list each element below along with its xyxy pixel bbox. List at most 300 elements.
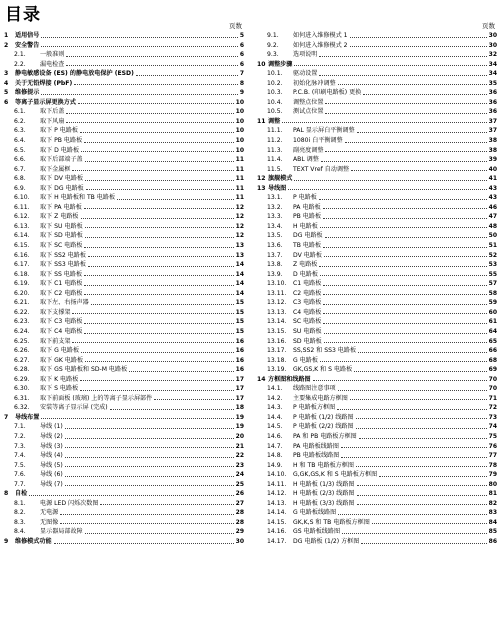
- toc-section-entry[interactable]: [4, 260, 244, 270]
- toc-section-entry[interactable]: [4, 241, 244, 251]
- toc-section-entry[interactable]: [4, 422, 244, 432]
- toc-chapter-entry[interactable]: [257, 117, 497, 127]
- toc-section-entry[interactable]: [257, 279, 497, 289]
- dotted-leader: [65, 457, 234, 458]
- dotted-leader: [85, 180, 234, 181]
- dotted-leader: [41, 418, 233, 419]
- toc-entry-number: 13.8.: [267, 261, 283, 269]
- toc-section-entry[interactable]: [4, 289, 244, 299]
- toc-entry-title: 导线 (7): [40, 480, 63, 488]
- toc-section-entry[interactable]: [257, 270, 497, 280]
- toc-section-entry[interactable]: [257, 442, 497, 452]
- toc-section-entry[interactable]: [257, 394, 497, 404]
- toc-page-number: 70: [488, 375, 497, 383]
- dotted-leader: [81, 218, 234, 219]
- toc-section-entry[interactable]: [4, 499, 244, 509]
- toc-section-entry[interactable]: [4, 203, 244, 213]
- toc-page-number: 35: [488, 79, 497, 87]
- toc-entry-number: 8.3.: [14, 518, 26, 526]
- toc-entry-label: [257, 289, 321, 299]
- toc-section-entry[interactable]: [257, 289, 497, 299]
- toc-page-number: 51: [488, 242, 497, 250]
- dotted-leader: [357, 485, 487, 486]
- toc-entry-title: 取下左、右扬声器: [40, 299, 89, 307]
- toc-page-number: 11: [235, 165, 244, 173]
- toc-section-entry[interactable]: [257, 537, 497, 547]
- toc-entry-title: 调整点位置: [293, 98, 324, 106]
- toc-entry-number: 6.21.: [14, 299, 30, 307]
- toc-entry-title: H 电路板: [293, 222, 318, 230]
- toc-entry-label: [4, 31, 39, 41]
- dotted-leader: [319, 75, 486, 76]
- toc-entry-label: [4, 394, 152, 404]
- toc-entry-number: 13.11.: [267, 289, 287, 297]
- toc-section-entry[interactable]: [257, 260, 497, 270]
- toc-entry-label: [257, 136, 343, 146]
- toc-entry-number: 6.26.: [14, 347, 30, 355]
- toc-entry-number: 7.1.: [14, 423, 26, 431]
- toc-section-entry[interactable]: [4, 480, 244, 490]
- toc-section-entry[interactable]: [4, 432, 244, 442]
- toc-page-number: 6: [239, 51, 244, 59]
- toc-entry-label: [4, 88, 39, 98]
- toc-section-entry[interactable]: [257, 41, 497, 51]
- toc-section-entry[interactable]: [4, 461, 244, 471]
- toc-page-number: 27: [235, 499, 244, 507]
- toc-section-entry[interactable]: [4, 384, 244, 394]
- toc-section-entry[interactable]: [257, 31, 497, 41]
- toc-page-number: 38: [488, 137, 497, 145]
- toc-section-entry[interactable]: [257, 451, 497, 461]
- toc-section-entry[interactable]: [257, 461, 497, 471]
- dotted-leader: [321, 161, 487, 162]
- toc-section-entry[interactable]: [4, 327, 244, 337]
- toc-entry-number: 14.11.: [267, 480, 287, 488]
- toc-section-entry[interactable]: [4, 508, 244, 518]
- toc-section-entry[interactable]: [4, 279, 244, 289]
- toc-entry-number: 7.6.: [14, 471, 26, 479]
- dotted-leader: [357, 504, 487, 505]
- toc-page-number: 16: [235, 356, 244, 364]
- toc-entry-title: 漏电检查: [40, 60, 65, 68]
- toc-section-entry[interactable]: [4, 365, 244, 375]
- toc-chapter-entry[interactable]: [4, 69, 244, 79]
- dotted-leader: [324, 342, 487, 343]
- toc-entry-number: 6.16.: [14, 251, 30, 259]
- dotted-leader: [337, 409, 486, 410]
- dotted-leader: [358, 352, 487, 353]
- toc-entry-title: 取下前支架: [40, 337, 71, 345]
- toc-entry-number: 7.3.: [14, 442, 26, 450]
- toc-section-entry[interactable]: [4, 50, 244, 60]
- toc-section-entry[interactable]: [4, 394, 244, 404]
- toc-chapter-entry[interactable]: [4, 88, 244, 98]
- toc-section-entry[interactable]: [257, 222, 497, 232]
- toc-section-entry[interactable]: [4, 442, 244, 452]
- toc-entry-title: G 电路板: [293, 356, 318, 364]
- toc-entry-title: D 电路板: [293, 270, 318, 278]
- toc-section-entry[interactable]: [257, 88, 497, 98]
- toc-entry-number: 6.6.: [14, 156, 26, 164]
- dotted-leader: [60, 514, 233, 515]
- toc-section-entry[interactable]: [257, 480, 497, 490]
- toc-section-entry[interactable]: [4, 337, 244, 347]
- toc-section-entry[interactable]: [257, 384, 497, 394]
- toc-entry-number: 2: [4, 41, 9, 49]
- toc-section-entry[interactable]: [257, 365, 497, 375]
- dotted-leader: [65, 476, 234, 477]
- toc-section-entry[interactable]: [257, 241, 497, 251]
- toc-entry-title: 取下 C3 电路板: [40, 318, 83, 326]
- dotted-leader: [84, 208, 234, 209]
- toc-section-entry[interactable]: [257, 231, 497, 241]
- dotted-leader: [357, 495, 487, 496]
- dotted-leader: [84, 323, 233, 324]
- dotted-leader: [84, 247, 233, 248]
- toc-section-entry[interactable]: [257, 126, 497, 136]
- toc-section-entry[interactable]: [257, 432, 497, 442]
- toc-page-number: 15: [235, 318, 244, 326]
- toc-entry-title: 线路图注意事项: [293, 385, 336, 393]
- toc-entry-number: 13.1.: [267, 194, 283, 202]
- toc-section-entry[interactable]: [257, 422, 497, 432]
- toc-section-entry[interactable]: [257, 470, 497, 480]
- toc-section-entry[interactable]: [257, 317, 497, 327]
- toc-section-entry[interactable]: [257, 136, 497, 146]
- toc-section-entry[interactable]: [4, 184, 244, 194]
- toc-entry-title: 调整步骤: [268, 60, 293, 68]
- dotted-leader: [66, 56, 237, 57]
- toc-section-entry[interactable]: [257, 79, 497, 89]
- dotted-leader: [313, 380, 487, 381]
- toc-entry-label: [4, 413, 39, 423]
- toc-chapter-entry[interactable]: [4, 489, 244, 499]
- dotted-leader: [319, 56, 486, 57]
- dotted-leader: [359, 438, 487, 439]
- toc-entry-label: [4, 499, 98, 509]
- toc-chapter-entry[interactable]: [4, 79, 244, 89]
- toc-section-entry[interactable]: [4, 317, 244, 327]
- toc-entry-title: DG 电路板 (1/2) 方框图: [293, 537, 360, 545]
- toc-section-entry[interactable]: [4, 470, 244, 480]
- toc-section-entry[interactable]: [257, 212, 497, 222]
- toc-section-entry[interactable]: [4, 136, 244, 146]
- toc-entry-number: 6.27.: [14, 356, 30, 364]
- toc-chapter-entry[interactable]: [257, 184, 497, 194]
- toc-page-number: 6: [239, 41, 244, 49]
- toc-section-entry[interactable]: [4, 126, 244, 136]
- toc-entry-number: 6.32.: [14, 404, 30, 412]
- toc-section-entry[interactable]: [257, 413, 497, 423]
- toc-page-number: 17: [235, 394, 244, 402]
- toc-page-number: 10: [235, 117, 244, 125]
- toc-page-number: 68: [488, 356, 497, 364]
- toc-entry-title: C1 电路板: [293, 280, 322, 288]
- toc-entry-title: G,GK,GS,K 和 S 电路板方框图: [293, 471, 378, 479]
- toc-section-entry[interactable]: [257, 251, 497, 261]
- toc-entry-label: [4, 165, 70, 175]
- toc-entry-title: 驱动设置: [293, 70, 318, 78]
- toc-page-number: 37: [488, 127, 497, 135]
- toc-entry-label: [257, 317, 321, 327]
- toc-chapter-entry[interactable]: [257, 174, 497, 184]
- toc-section-entry[interactable]: [4, 375, 244, 385]
- toc-entry-number: 14.10.: [267, 471, 287, 479]
- toc-section-entry[interactable]: [257, 298, 497, 308]
- toc-section-entry[interactable]: [257, 356, 497, 366]
- toc-entry-title: 导线图: [268, 184, 287, 192]
- toc-section-entry[interactable]: [257, 403, 497, 413]
- toc-page-number: 86: [488, 537, 497, 545]
- dotted-leader: [65, 428, 234, 429]
- toc-page-number: 24: [235, 471, 244, 479]
- toc-entry-title: H 和 TB 电路板方框图: [293, 461, 354, 469]
- toc-section-entry[interactable]: [4, 174, 244, 184]
- toc-entry-title: 取下 SS3 电路板: [40, 261, 86, 269]
- toc-section-entry[interactable]: [257, 489, 497, 499]
- toc-page-number: 28: [235, 509, 244, 517]
- toc-entry-label: [4, 480, 63, 490]
- toc-entry-number: 13.6.: [267, 242, 283, 250]
- toc-entry-title: PB 电路板: [293, 213, 322, 221]
- toc-entry-number: 10.5.: [267, 108, 283, 116]
- toc-page-number: 36: [488, 98, 497, 106]
- toc-section-entry[interactable]: [4, 308, 244, 318]
- toc-entry-number: 13.3.: [267, 213, 283, 221]
- toc-section-entry[interactable]: [257, 327, 497, 337]
- toc-entry-title: TEXT Vref 自动调整: [293, 165, 350, 173]
- toc-entry-number: 13.17.: [267, 347, 287, 355]
- toc-entry-title: 取下 SU 电路板: [40, 222, 83, 230]
- toc-entry-label: [4, 384, 78, 394]
- dotted-leader: [110, 409, 234, 410]
- toc-page-number: 59: [488, 299, 497, 307]
- toc-section-entry[interactable]: [4, 298, 244, 308]
- toc-entry-number: 6.4.: [14, 137, 26, 145]
- toc-entry-label: [257, 231, 323, 241]
- toc-chapter-entry[interactable]: [257, 60, 497, 70]
- dotted-leader: [84, 294, 233, 295]
- toc-entry-label: [257, 212, 321, 222]
- dotted-leader: [29, 495, 233, 496]
- toc-section-entry[interactable]: [4, 117, 244, 127]
- toc-section-entry[interactable]: [257, 527, 497, 537]
- toc-section-entry[interactable]: [257, 499, 497, 509]
- toc-entry-title: 显示器局部故障: [40, 528, 83, 536]
- toc-entry-title: H 电路板 (2/3) 线路图: [293, 490, 355, 498]
- toc-page-number: 18: [235, 404, 244, 412]
- toc-entry-number: 10: [257, 60, 266, 68]
- toc-entry-number: 6.24.: [14, 327, 30, 335]
- toc-entry-label: [4, 117, 64, 127]
- toc-section-entry[interactable]: [4, 346, 244, 356]
- toc-section-entry[interactable]: [257, 193, 497, 203]
- toc-entry-title: 初始化脉冲调整: [293, 79, 336, 87]
- toc-entry-number: 6.29.: [14, 375, 30, 383]
- toc-section-entry[interactable]: [257, 308, 497, 318]
- toc-chapter-entry[interactable]: [4, 31, 244, 41]
- toc-entry-number: 5: [4, 89, 9, 97]
- toc-entry-label: [4, 508, 58, 518]
- toc-section-entry[interactable]: [4, 107, 244, 117]
- toc-right-column: [257, 22, 497, 547]
- toc-chapter-entry[interactable]: [4, 98, 244, 108]
- toc-entry-label: [257, 98, 323, 108]
- toc-entry-label: [257, 356, 318, 366]
- toc-entry-number: 14.9.: [267, 461, 283, 469]
- dotted-leader: [85, 533, 234, 534]
- toc-section-entry[interactable]: [257, 346, 497, 356]
- toc-section-entry[interactable]: [257, 50, 497, 60]
- toc-entry-number: 11.2.: [267, 137, 283, 145]
- toc-entry-label: [257, 461, 354, 471]
- toc-page-number: 66: [488, 347, 497, 355]
- toc-chapter-entry[interactable]: [4, 41, 244, 51]
- toc-page-number: 29: [235, 528, 244, 536]
- toc-entry-number: 9: [4, 537, 9, 545]
- toc-entry-number: 14.14.: [267, 509, 287, 517]
- toc-section-entry[interactable]: [4, 270, 244, 280]
- toc-section-entry[interactable]: [257, 69, 497, 79]
- toc-page-number: 57: [488, 280, 497, 288]
- toc-page-number: 11: [235, 194, 244, 202]
- toc-entry-title: 取下 PB 电路板: [40, 137, 83, 145]
- toc-page-number: 14: [235, 261, 244, 269]
- toc-entry-label: [4, 279, 82, 289]
- toc-page-number: 83: [488, 509, 497, 517]
- toc-entry-label: [257, 403, 335, 413]
- toc-entry-label: [4, 107, 64, 117]
- dotted-leader: [65, 466, 234, 467]
- toc-entry-title: 维修模式功能: [15, 537, 52, 545]
- dotted-leader: [84, 333, 233, 334]
- toc-page-number: 14: [235, 270, 244, 278]
- toc-entry-title: 副亮度调整: [293, 146, 324, 154]
- toc-entry-title: SU 电路板: [293, 327, 322, 335]
- toc-entry-title: 取下后部端子盖: [40, 156, 83, 164]
- toc-section-entry[interactable]: [4, 146, 244, 156]
- toc-section-entry[interactable]: [4, 193, 244, 203]
- toc-section-entry[interactable]: [257, 337, 497, 347]
- toc-section-entry[interactable]: [4, 356, 244, 366]
- toc-entry-label: [4, 174, 83, 184]
- toc-entry-number: 6.7.: [14, 165, 26, 173]
- toc-entry-title: 取下 DG 电路板: [40, 184, 84, 192]
- toc-entry-number: 6.30.: [14, 385, 30, 393]
- toc-entry-label: [4, 193, 115, 203]
- dotted-leader: [85, 237, 234, 238]
- dotted-leader: [41, 46, 237, 47]
- toc-entry-number: 9.3.: [267, 51, 279, 59]
- toc-entry-title: 取下前面板 (玻璃) 上的等离子显示屏部件: [40, 394, 153, 402]
- toc-chapter-entry[interactable]: [4, 537, 244, 547]
- toc-section-entry[interactable]: [257, 508, 497, 518]
- dotted-leader: [72, 313, 233, 314]
- toc-section-entry[interactable]: [4, 231, 244, 241]
- toc-entry-label: [4, 212, 79, 222]
- toc-section-entry[interactable]: [4, 165, 244, 175]
- toc-entry-number: 13.16.: [267, 337, 287, 345]
- toc-entry-number: 9.1.: [267, 32, 279, 39]
- toc-entry-title: ABL 调整: [293, 156, 319, 164]
- toc-entry-label: [257, 270, 318, 280]
- toc-section-entry[interactable]: [4, 403, 244, 413]
- toc-section-entry[interactable]: [257, 518, 497, 528]
- toc-page-number: 64: [488, 327, 497, 335]
- toc-entry-label: [257, 327, 322, 337]
- toc-section-entry[interactable]: [4, 451, 244, 461]
- toc-entry-title: SC 电路板: [293, 318, 322, 326]
- toc-entry-label: [4, 422, 63, 432]
- toc-entry-number: 6.3.: [14, 127, 26, 135]
- dotted-leader: [342, 533, 487, 534]
- toc-entry-title: SD 电路板: [293, 337, 322, 345]
- page-column-header: 页数: [229, 22, 242, 30]
- toc-section-entry[interactable]: [257, 107, 497, 117]
- toc-entry-label: [257, 88, 361, 98]
- toc-section-entry[interactable]: [257, 165, 497, 175]
- toc-section-entry[interactable]: [4, 251, 244, 261]
- toc-entry-label: [257, 346, 356, 356]
- dotted-leader: [356, 466, 487, 467]
- toc-entry-number: 6.5.: [14, 146, 26, 154]
- toc-page-number: 20: [235, 432, 244, 440]
- toc-page-number: 32: [488, 51, 497, 59]
- toc-page-number: 14: [235, 289, 244, 297]
- toc-entry-number: 7.2.: [14, 432, 26, 440]
- toc-page-number: 61: [488, 318, 497, 326]
- toc-entry-label: [4, 136, 82, 146]
- toc-section-entry[interactable]: [4, 212, 244, 222]
- toc-entry-title: 导线 (5): [40, 461, 63, 469]
- toc-entry-number: 6.14.: [14, 232, 30, 240]
- toc-entry-number: 6.20.: [14, 289, 30, 297]
- toc-section-entry[interactable]: [4, 518, 244, 528]
- toc-page-number: 13: [235, 251, 244, 259]
- dotted-leader: [350, 37, 487, 38]
- dotted-leader: [100, 504, 233, 505]
- toc-entry-title: 导线 (6): [40, 471, 63, 479]
- dotted-leader: [41, 94, 237, 95]
- toc-page-number: 17: [235, 375, 244, 383]
- toc-section-entry[interactable]: [257, 155, 497, 165]
- toc-entry-title: 测试点位置: [293, 108, 324, 116]
- toc-section-entry[interactable]: [257, 146, 497, 156]
- toc-entry-label: [4, 327, 82, 337]
- toc-section-entry[interactable]: [4, 527, 244, 537]
- dotted-leader: [341, 447, 487, 448]
- toc-section-entry[interactable]: [4, 222, 244, 232]
- toc-chapter-entry[interactable]: [257, 375, 497, 385]
- dotted-leader: [323, 208, 487, 209]
- dotted-leader: [88, 256, 234, 257]
- toc-page-number: 23: [235, 461, 244, 469]
- toc-section-entry[interactable]: [257, 98, 497, 108]
- toc-page-number: 8: [239, 79, 244, 87]
- toc-section-entry[interactable]: [4, 60, 244, 70]
- toc-entry-label: [4, 432, 63, 442]
- toc-section-entry[interactable]: [4, 155, 244, 165]
- toc-chapter-entry[interactable]: [4, 413, 244, 423]
- toc-page-number: 30: [488, 32, 497, 39]
- toc-entry-number: 13.12.: [267, 299, 287, 307]
- toc-entry-number: 8.2.: [14, 509, 26, 517]
- dotted-leader: [325, 113, 486, 114]
- dotted-leader: [66, 65, 237, 66]
- toc-entry-label: [4, 365, 127, 375]
- toc-section-entry[interactable]: [257, 203, 497, 213]
- toc-entry-number: 13.10.: [267, 280, 287, 288]
